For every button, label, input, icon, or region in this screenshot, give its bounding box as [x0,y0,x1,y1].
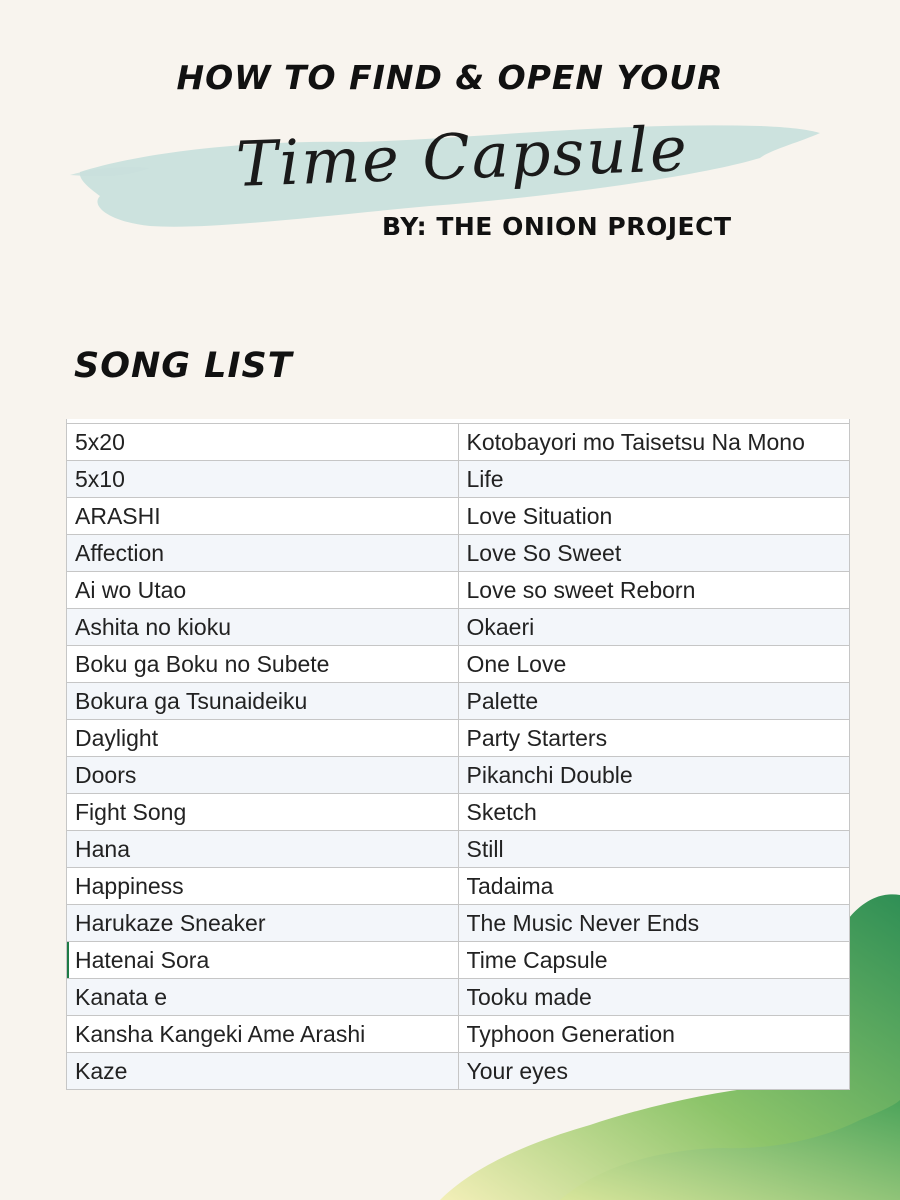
table-row [67,683,850,720]
table-row [67,831,850,868]
song-cell-right[interactable]: Your eyes [458,1053,850,1090]
table-row [67,498,850,535]
page-heading: HOW TO FIND & OPEN YOUR [176,58,724,97]
song-cell-left[interactable]: Daylight [67,720,459,757]
song-cell-right[interactable]: Love So Sweet [458,535,850,572]
song-cell-left[interactable]: Boku ga Boku no Subete [67,646,459,683]
song-cell-right[interactable]: Life [458,461,850,498]
table-row [67,720,850,757]
section-title: SONG LIST [74,346,293,386]
song-cell-right[interactable]: Tadaima [458,868,850,905]
song-cell-left[interactable]: Affection [67,535,459,572]
table-row [67,424,850,461]
song-cell-right[interactable]: One Love [458,646,850,683]
table-row [67,572,850,609]
song-cell-right[interactable]: Palette [458,683,850,720]
song-cell-right[interactable]: Time Capsule [458,942,850,979]
script-title: Time Capsule [234,112,690,201]
table-row [67,609,850,646]
song-cell-left[interactable]: Harukaze Sneaker [67,905,459,942]
song-cell-left[interactable]: 5x20 [67,424,459,461]
table-row [67,794,850,831]
table-row [67,1053,850,1090]
table-row [67,461,850,498]
song-cell-right[interactable]: Still [458,831,850,868]
table-row [67,1016,850,1053]
song-table [66,423,850,1090]
song-cell-left[interactable]: Doors [67,757,459,794]
table-row [67,979,850,1016]
song-cell-right[interactable]: Love so sweet Reborn [458,572,850,609]
table-row [67,646,850,683]
song-cell-left-selected[interactable]: Hatenai Sora [67,942,459,979]
song-cell-left[interactable]: Hana [67,831,459,868]
table-row [67,905,850,942]
song-cell-left[interactable]: Ashita no kioku [67,609,459,646]
song-cell-left[interactable]: Fight Song [67,794,459,831]
song-cell-right[interactable]: The Music Never Ends [458,905,850,942]
table-row [67,868,850,905]
song-cell-left[interactable]: Bokura ga Tsunaideiku [67,683,459,720]
song-cell-right[interactable]: Kotobayori mo Taisetsu Na Mono [458,424,850,461]
song-cell-left[interactable]: Kanata e [67,979,459,1016]
song-cell-right[interactable]: Party Starters [458,720,850,757]
song-cell-right[interactable]: Love Situation [458,498,850,535]
song-cell-left[interactable]: ARASHI [67,498,459,535]
song-cell-left[interactable]: Happiness [67,868,459,905]
table-row [67,757,850,794]
table-row [67,535,850,572]
song-cell-left[interactable]: Kaze [67,1053,459,1090]
song-cell-right[interactable]: Tooku made [458,979,850,1016]
song-cell-right[interactable]: Pikanchi Double [458,757,850,794]
song-cell-left[interactable]: Kansha Kangeki Ame Arashi [67,1016,459,1053]
song-cell-left[interactable]: 5x10 [67,461,459,498]
song-cell-right[interactable]: Typhoon Generation [458,1016,850,1053]
song-cell-right[interactable]: Okaeri [458,609,850,646]
song-cell-left[interactable]: Ai wo Utao [67,572,459,609]
song-cell-right[interactable]: Sketch [458,794,850,831]
byline: BY: THE ONION PROJECT [382,212,732,241]
table-row [67,942,850,979]
